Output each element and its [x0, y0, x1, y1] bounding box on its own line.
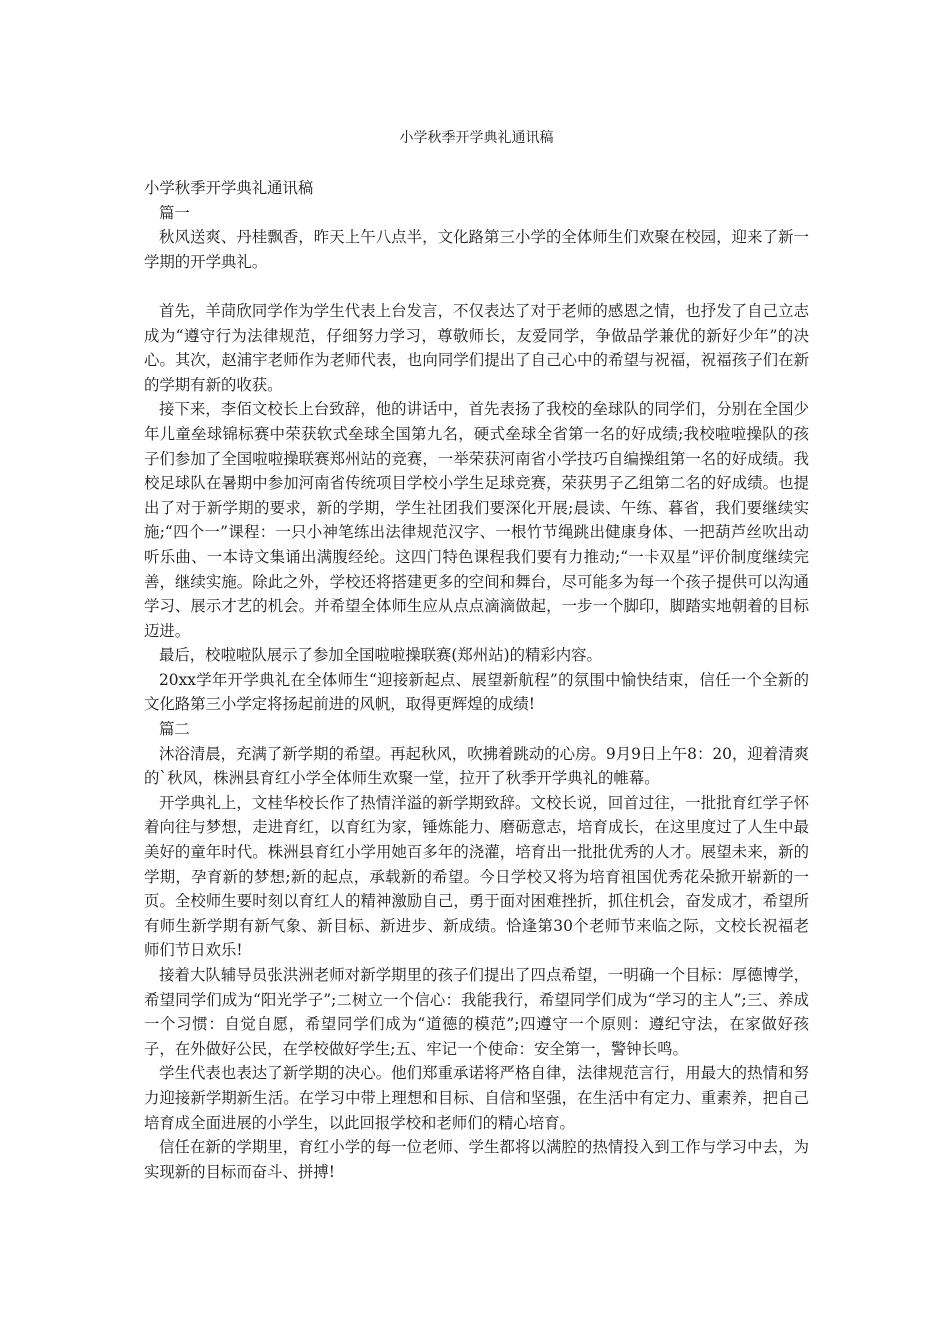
paragraph-spacer — [144, 274, 809, 299]
paragraph: 20xx学年开学典礼在全体师生“迎接新起点、展望新航程”的氛围中愉快结束，信任一个全新的文化路第三小学定将扬起前进的风帆，取得更辉煌的成绩! — [144, 670, 809, 714]
paragraph: 最后，校啦啦队展示了参加全国啦啦操联赛(郑州站)的精彩内容。 — [159, 646, 602, 665]
paragraph: 接着大队辅导员张洪洲老师对新学期里的孩子们提出了四点希望，一明确一个目标：厚德博学，希望同学们成为“阳光学子”;二树立一个信心：我能我行，希望同学们成为“学习的主人”;三、养成一个习惯：自觉自愿，希望同学们成为“道德的模范”;四遵守一个原则：遵纪守法，在家做好孩子，在外做好公民，在学校做好学生;五、牢记一个使命：安全第一，警钟长鸣。 — [144, 966, 809, 1058]
document-body — [144, 176, 809, 1184]
paragraph: 信任在新的学期里，育红小学的每一位老师、学生都将以满腔的热情投入到工作与学习中去，为实现新的目标而奋斗、拼搏! — [144, 1138, 809, 1181]
paragraph: 沐浴清晨，充满了新学期的希望。再起秋风，吹拂着跳动的心房。9月9日上午8：20，迎着清爽的`秋风，株洲县育红小学全体师生欢聚一堂，拉开了秋季开学典礼的帷幕。 — [144, 744, 809, 788]
section-label-2: 篇二 — [159, 720, 190, 739]
paragraph: 接下来，李佰文校长上台致辞，他的讲话中，首先表扬了我校的垒球队的同学们，分别在全国少年儿童垒球锦标赛中荣获软式垒球全国第九名，硬式垒球全省第一名的好成绩;我校啦啦操队的孩子们参加了全国啦啦操联赛郑州站的竞赛，一举荣获河南省小学技巧自编操组第一名的好成绩。我校足球队在暑期中参加河南省传统项目学校小学生足球竞赛，荣获男子乙组第二名的好成绩。也提出了对于新学期的要求，新的学期，学生社团我们要深化开展;晨读、午练、暮省，我们要继续实施;“四个一”课程：一只小神笔练出法律规范汉字、一根竹节绳跳出健康身体、一把葫芦丝吹出动听乐曲、一本诗文集诵出满腹经纶。这四门特色课程我们要有力推动;“一卡双星”评价制度继续完善，继续实施。除此之外，学校还将搭建更多的空间和舞台，尽可能多为每一个孩子提供可以沟通学习、展示才艺的机会。并希望全体师生应从点点滴滴做起，一步一个脚印，脚踏实地朝着的目标迈进。 — [144, 400, 809, 640]
document-subtitle: 小学秋季开学典礼通讯稿 — [144, 179, 314, 197]
paragraph: 学生代表也表达了新学期的决心。他们郑重承诺将严格自律，法律规范言行，用最大的热情和努力迎接新学期新生活。在学习中带上理想和目标、自信和坚强，在生活中有定力、重素养，把自己培育成全面进展的小学生，以此回报学校和老师们的精心培育。 — [144, 1064, 809, 1132]
document-title: 小学秋季开学典礼通讯稿 — [399, 130, 554, 146]
section-label-1: 篇一 — [159, 203, 190, 222]
paragraph: 开学典礼上，文桂华校长作了热情洋溢的新学期致辞。文校长说，回首过往，一批批育红学子怀着向往与梦想，走进育红，以育红为家，锤炼能力、磨砺意志，培育成长，在这里度过了人生中最美好的童年时代。株洲县育红小学用她百多年的浇灌，培育出一批批优秀的人才。展望未来，新的学期，孕育新的梦想;新的起点，承载新的希望。今日学校又将为培育祖国优秀花朵掀开崭新的一页。全校师生要时刻以育红人的精神激励自己，勇于面对困难挫折，抓住机会，奋发成才，希望所有师生新学期有新气象、新目标、新进步、新成绩。恰逢第30个老师节来临之际，文校长祝福老师们节日欢乐! — [144, 793, 809, 960]
paragraph: 秋风送爽、丹桂飘香，昨天上午八点半，文化路第三小学的全体师生们欢聚在校园，迎来了新一学期的开学典礼。 — [144, 228, 809, 271]
paragraph: 首先，羊茼欣同学作为学生代表上台发言，不仅表达了对于老师的感恩之情，也抒发了自己立志成为“遵守行为法律规范，仔细努力学习，尊敬师长，友爱同学，争做品学兼优的新好少年”的决心。其次，赵浦宇老师作为老师代表，也向同学们提出了自己心中的希望与祝福，祝福孩子们在新的学期有新的收获。 — [144, 301, 809, 394]
